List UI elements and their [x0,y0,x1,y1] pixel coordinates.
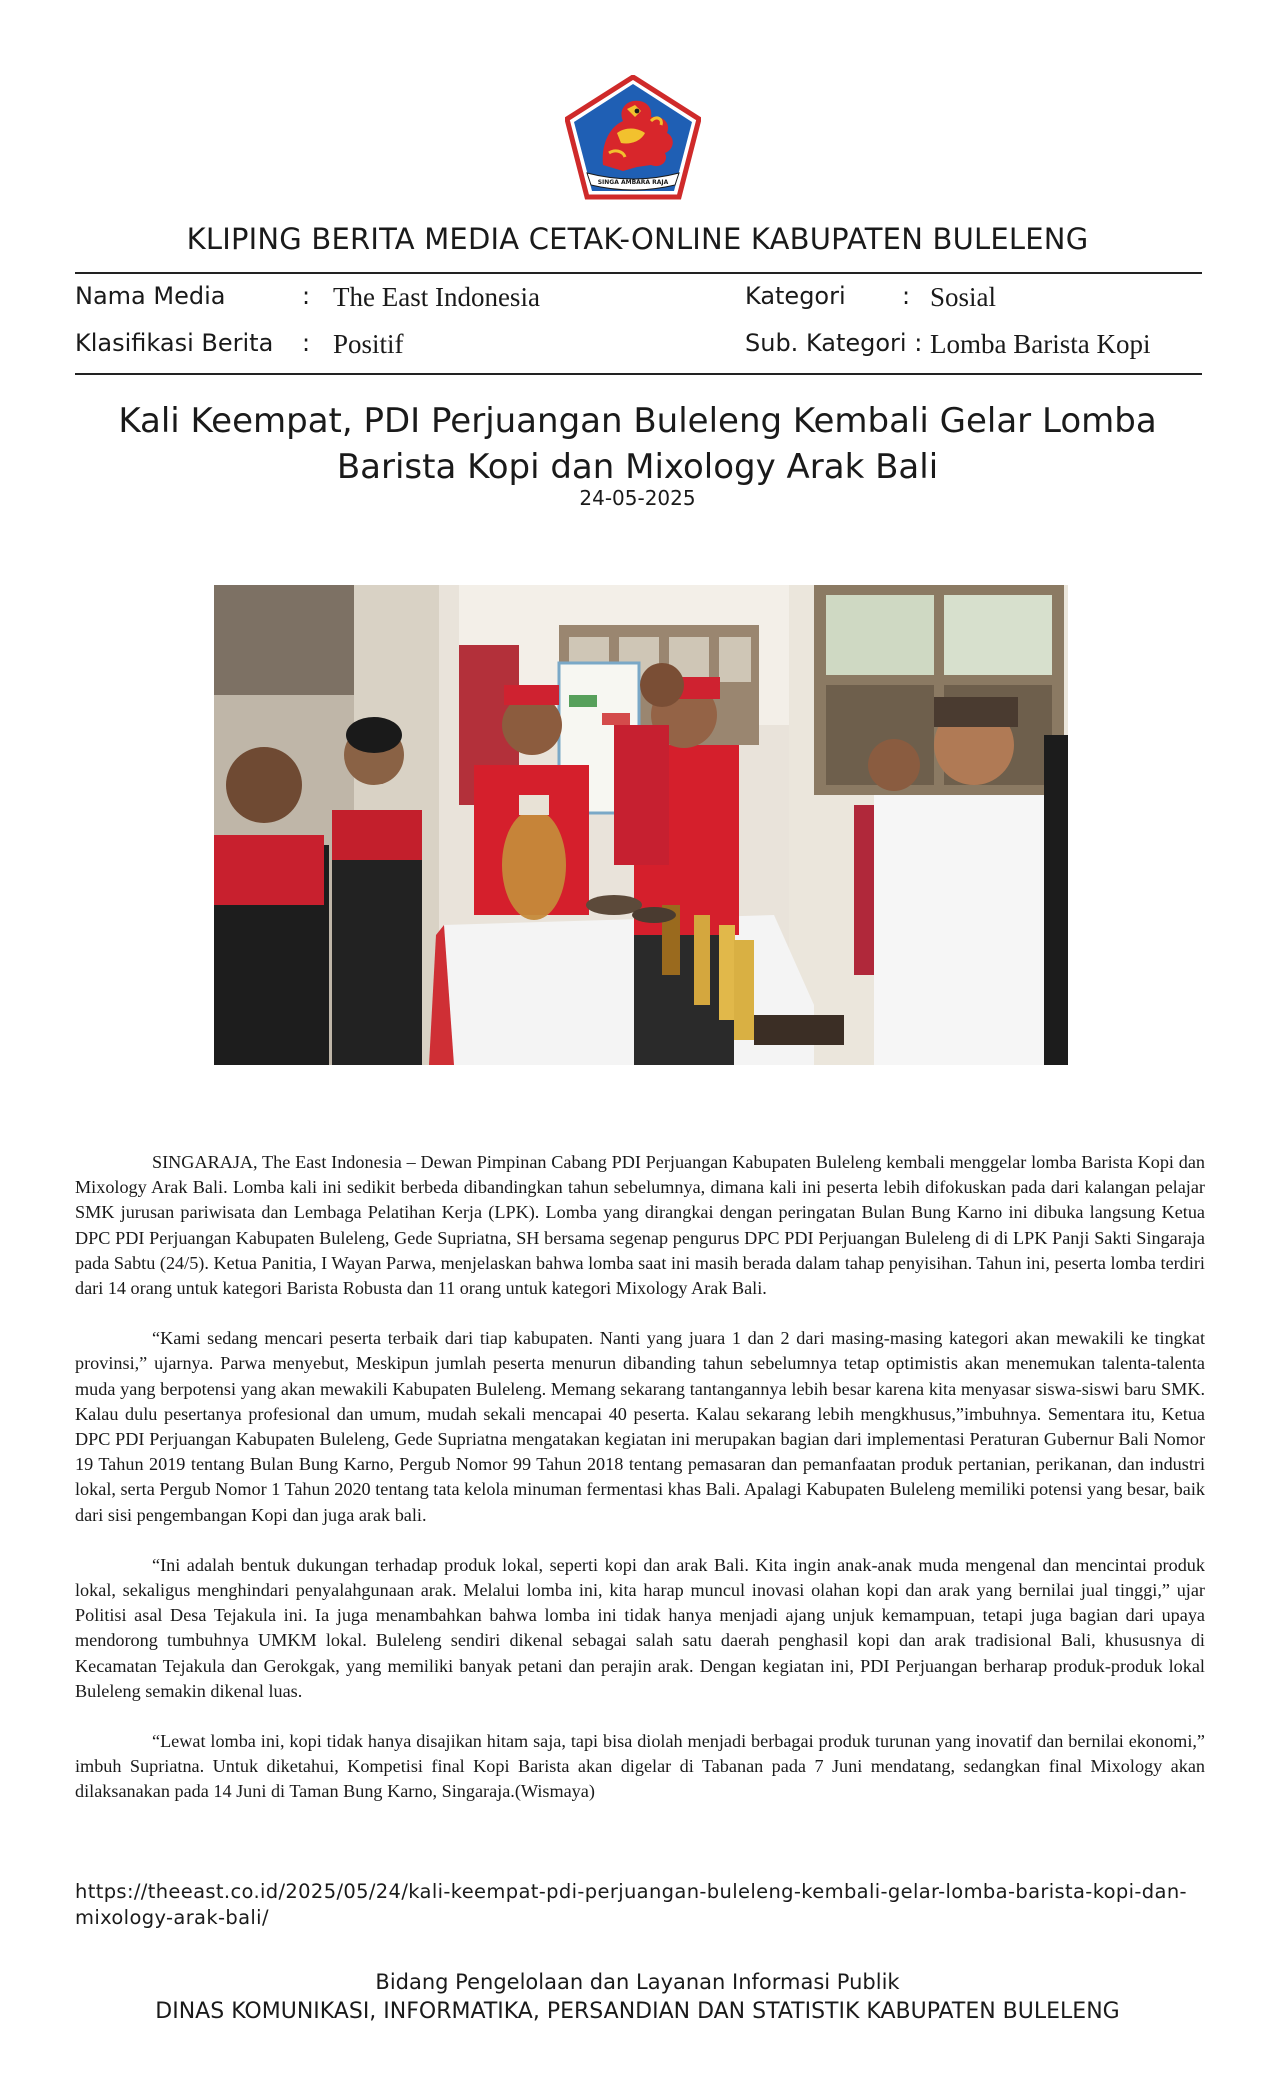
article-paragraph-3: “Ini adalah bentuk dukungan terhadap produk lokal, seperti kopi dan arak Bali. Kita ingin anak-anak muda mengenal dan mencintai produk lokal, sekaligus menghindari penyalahgunaan arak. Melalui lomba ini, kita harap muncul inovasi olahan kopi dan arak yang bernilai jual tinggi,” ujar Politisi asal Desa Tejakula ini. Ia juga menambahkan bahwa lomba ini tidak hanya menjadi ajang unjuk kemampuan, tetapi juga bagian dari upaya mendorong tumbuhnya UMKM lokal. Buleleng sendiri dikenal sebagai salah satu daerah penghasil kopi dan arak tradisional Bali, khususnya di Kecamatan Tejakula dan Gerokgak, yang memiliki banyak petani dan perajin arak. Dengan kegiatan ini, PDI Perjuangan berharap produk-produk lokal Buleleng semakin dikenal luas. [75,1554,1205,1701]
category-value: Sosial [930,282,997,312]
buleleng-emblem-logo [565,75,701,201]
header-top-divider [75,272,1202,274]
sub-category-label: Sub. Kategori : [745,329,923,357]
sub-category-value: Lomba Barista Kopi [930,329,1151,359]
article-paragraph-2: “Kami sedang mencari peserta terbaik dari tiap kabupaten. Nanti yang juara 1 dan 2 dari masing-masing kategori akan mewakili ke tingkat provinsi,” ujarnya. Parwa menyebut, Meskipun jumlah peserta menurun dibanding tahun sebelumnya tetap optimistis akan menemukan talenta-talenta muda yang berpotensi yang akan mewakili Kabupaten Buleleng. Memang sekarang tantangannya lebih besar karena kita menyasar siswa-siswi baru SMK. Kalau dulu pesertanya profesional dan umum, mudah sekali mencapai 40 peserta. Kalau sekarang lebih mengkhusus,”imbuhnya. Sementara itu, Ketua DPC PDI Perjuangan Kabupaten Buleleng, Gede Supriatna mengatakan kegiatan ini merupakan bagian dari implementasi Peraturan Gubernur Bali Nomor 19 Tahun 2019 tentang Bulan Bung Karno, Pergub Nomor 99 Tahun 2018 tentang pemasaran dan pemanfaatan produk pertanian, perikanan, dan industri lokal, serta Pergub Nomor 1 Tahun 2020 tentang tata kelola minuman fermentasi khas Bali. Apalagi Kabupaten Buleleng memiliki potensi yang besar, baik dari sisi pengembangan Kopi dan juga arak bali. [75,1328,1205,1525]
media-name-label: Nama Media [75,282,226,310]
category-colon: : [902,282,911,310]
news-photo [214,585,1068,1065]
footer-division: Bidang Pengelolaan dan Layanan Informasi Publik [375,1970,900,1994]
news-classification-label: Klasifikasi Berita [75,329,274,357]
media-name-colon: : [302,282,311,310]
media-name-value: The East Indonesia [333,282,540,312]
article-paragraph-1: SINGARAJA, The East Indonesia – Dewan Pimpinan Cabang PDI Perjuangan Kabupaten Buleleng kembali menggelar lomba Barista Kopi dan Mixology Arak Bali. Lomba kali ini sedikit berbeda dibandingkan tahun sebelumnya, dimana kali ini peserta lebih difokuskan pada dari kalangan pelajar SMK jurusan pariwisata dan Lembaga Pelatihan Kerja (LPK). Lomba yang dirangkai dengan peringatan Bulan Bung Karno ini dibuka langsung Ketua DPC PDI Perjuangan Kabupaten Buleleng, Gede Supriatna, SH bersama segenap pengurus DPC PDI Perjuangan Buleleng di di LPK Panji Sakti Singaraja pada Sabtu (24/5). Ketua Panitia, I Wayan Parwa, menjelaskan bahwa lomba saat ini masih berada dalam tahap penyisihan. Tahun ini, peserta lomba terdiri dari 14 orang untuk kategori Barista Robusta dan 11 orang untuk kategori Mixology Arak Bali. [75,1152,1205,1299]
article-title: Kali Keempat, PDI Perjuangan Buleleng Kembali Gelar Lomba Barista Kopi dan Mixology Arak Bali [118,401,1157,487]
article-date: 24-05-2025 [579,486,696,510]
header-bottom-divider [75,373,1202,375]
news-classification-value: Positif [333,329,404,359]
category-label: Kategori [745,282,846,310]
emblem-banner-text: SINGA AMBARA RAJA [597,179,669,186]
kliping-header-title: KLIPING BERITA MEDIA CETAK-ONLINE KABUPATEN BULELENG [186,222,1089,256]
article-body [75,1150,1205,1830]
footer-agency: DINAS KOMUNIKASI, INFORMATIKA, PERSANDIAN DAN STATISTIK KABUPATEN BULELENG [155,1999,1120,2024]
source-url-link[interactable]: https://theeast.co.id/2025/05/24/kali-keempat-pdi-perjuangan-buleleng-kembali-gelar-lomba-barista-kopi-dan-mixology-arak-bali/ [75,1880,1187,1929]
news-classification-colon: : [302,329,311,357]
article-paragraph-4: “Lewat lomba ini, kopi tidak hanya disajikan hitam saja, tapi bisa diolah menjadi berbagai produk turunan yang inovatif dan bernilai ekonomi,” imbuh Supriatna. Untuk diketahui, Kompetisi final Kopi Barista akan digelar di Tabanan pada 7 Juni mendatang, sedangkan final Mixology akan dilaksanakan pada 14 Juni di Taman Bung Karno, Singaraja.(Wismaya) [75,1731,1205,1802]
